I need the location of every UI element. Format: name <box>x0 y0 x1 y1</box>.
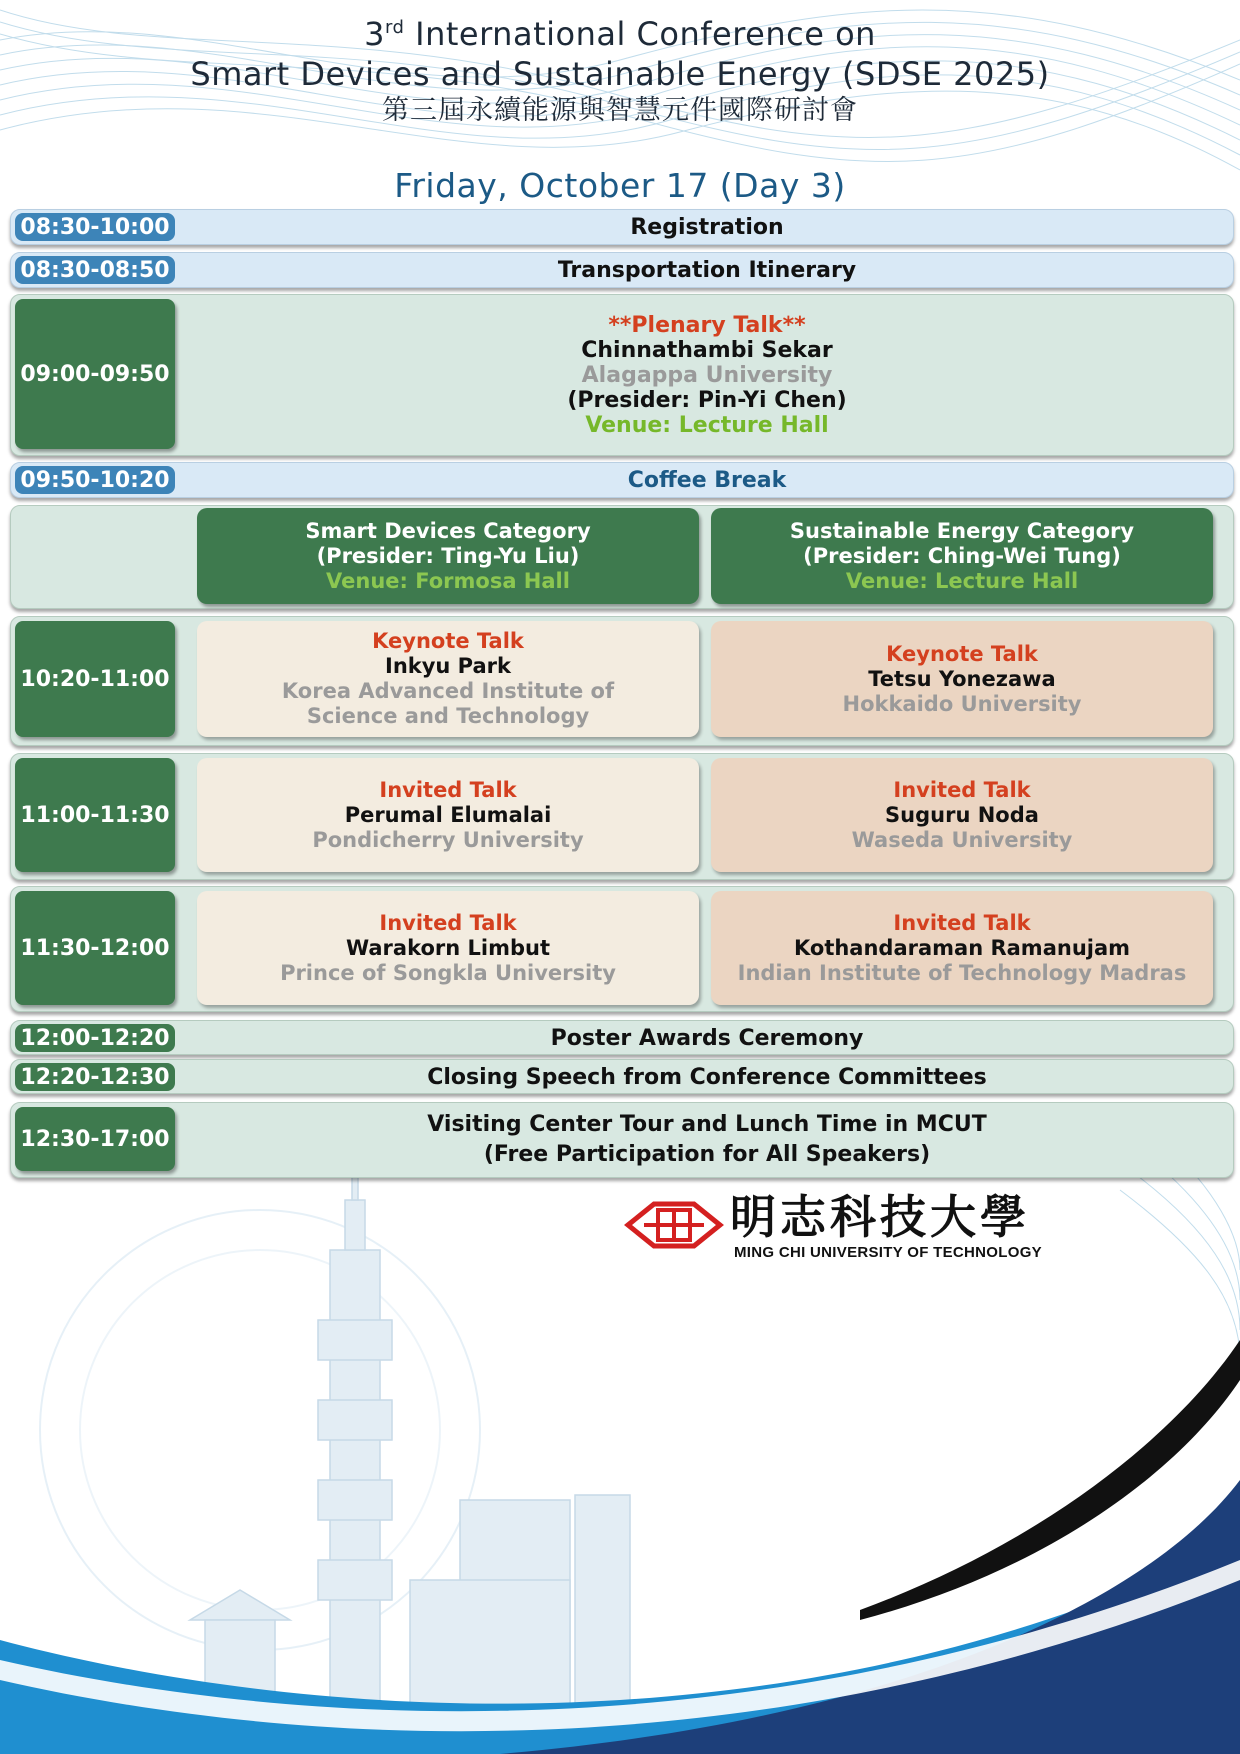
presider: (Presider: Ting-Yu Liu) <box>316 543 580 568</box>
poster-awards-label: Poster Awards Ceremony <box>550 1026 864 1051</box>
sustainable-energy-talk <box>711 758 1213 872</box>
talk-type: Invited Talk <box>893 777 1031 802</box>
tour-line1: Visiting Center Tour and Lunch Time in MCUT <box>427 1112 987 1137</box>
time-badge: 12:00-12:20 <box>15 1024 175 1052</box>
transport-row <box>10 252 1234 288</box>
time-badge: 08:30-08:50 <box>15 256 175 284</box>
talk-type: Keynote Talk <box>372 629 524 653</box>
poster-awards-row <box>10 1020 1234 1055</box>
center-tour-details <box>191 1110 1223 1170</box>
time-badge: 09:50-10:20 <box>15 466 175 494</box>
center-tour-row <box>10 1102 1234 1178</box>
speaker-name: Chinnathambi Sekar <box>581 338 833 363</box>
conference-title-line1: 3rd International Conference on <box>364 15 876 53</box>
conference-title-line2: Smart Devices and Sustainable Energy (SDSE 2025) <box>190 55 1050 93</box>
affiliation: Hokkaido University <box>842 691 1082 716</box>
logo-chinese-name: 明志科技大學 <box>730 1190 1030 1244</box>
speaker-name: Perumal Elumalai <box>344 802 552 827</box>
logo-english-name: MING CHI UNIVERSITY OF TECHNOLOGY <box>734 1244 1042 1261</box>
affiliation: Prince of Songkla University <box>280 960 616 985</box>
plenary-row <box>10 294 1234 456</box>
venue: Venue: Lecture Hall <box>585 413 829 438</box>
time-badge: 08:30-10:00 <box>15 213 175 241</box>
venue: Venue: Formosa Hall <box>326 568 570 593</box>
smart-devices-talk <box>197 758 699 872</box>
session-slot <box>10 616 1234 746</box>
registration-label: Registration <box>630 215 784 240</box>
category-name: Smart Devices Category <box>305 518 591 543</box>
smart-devices-talk <box>197 891 699 1005</box>
talk-type: **Plenary Talk** <box>608 313 806 338</box>
speaker-name: Kothandaraman Ramanujam <box>793 935 1131 960</box>
session-slot <box>10 753 1234 880</box>
time-badge: 09:00-09:50 <box>15 299 175 449</box>
closing-speech-label: Closing Speech from Conference Committees <box>427 1065 987 1090</box>
speaker-name: Suguru Noda <box>885 802 1039 827</box>
speaker-name: Warakorn Limbut <box>345 935 551 960</box>
talk-type: Invited Talk <box>893 910 1031 935</box>
speaker-name: Inkyu Park <box>385 654 511 678</box>
sustainable-energy-category <box>711 508 1213 604</box>
category-header-row <box>10 505 1234 609</box>
affiliation: Indian Institute of Technology Madras <box>737 960 1187 985</box>
venue: Venue: Lecture Hall <box>845 568 1079 593</box>
mcut-emblem-icon <box>624 1192 724 1258</box>
sustainable-energy-talk <box>711 621 1213 737</box>
coffee-break-label: Coffee Break <box>627 468 787 493</box>
time-badge: 11:00-11:30 <box>15 758 175 872</box>
conference-header <box>0 14 1240 128</box>
smart-devices-category <box>197 508 699 604</box>
affiliation: Science and Technology <box>306 704 590 728</box>
transport-label: Transportation Itinerary <box>557 258 857 283</box>
talk-type: Invited Talk <box>379 777 517 802</box>
smart-devices-talk <box>197 621 699 737</box>
day-title: Friday, October 17 (Day 3) <box>394 166 846 205</box>
time-badge: 12:30-17:00 <box>15 1107 175 1171</box>
registration-row <box>10 209 1234 245</box>
plenary-details <box>191 313 1223 438</box>
presider: (Presider: Pin-Yi Chen) <box>567 388 847 413</box>
session-slot <box>10 886 1234 1012</box>
closing-speech-row <box>10 1059 1234 1094</box>
affiliation: Pondicherry University <box>312 827 584 852</box>
talk-type: Invited Talk <box>379 910 517 935</box>
mcut-logo <box>624 1190 1094 1261</box>
tour-line2: (Free Participation for All Speakers) <box>483 1142 931 1167</box>
time-badge: 10:20-11:00 <box>15 621 175 737</box>
time-badge: 11:30-12:00 <box>15 891 175 1005</box>
conference-title-chinese: 第三屆永續能源與智慧元件國際研討會 <box>382 95 858 126</box>
affiliation: Waseda University <box>851 827 1073 852</box>
affiliation: Alagappa University <box>581 363 833 388</box>
talk-type: Keynote Talk <box>886 641 1038 666</box>
time-badge: 12:20-12:30 <box>15 1063 175 1091</box>
presider: (Presider: Ching-Wei Tung) <box>803 543 1121 568</box>
affiliation: Korea Advanced Institute of <box>281 679 615 703</box>
category-name: Sustainable Energy Category <box>789 518 1135 543</box>
speaker-name: Tetsu Yonezawa <box>868 666 1056 691</box>
coffee-break-row <box>10 462 1234 498</box>
sustainable-energy-talk <box>711 891 1213 1005</box>
